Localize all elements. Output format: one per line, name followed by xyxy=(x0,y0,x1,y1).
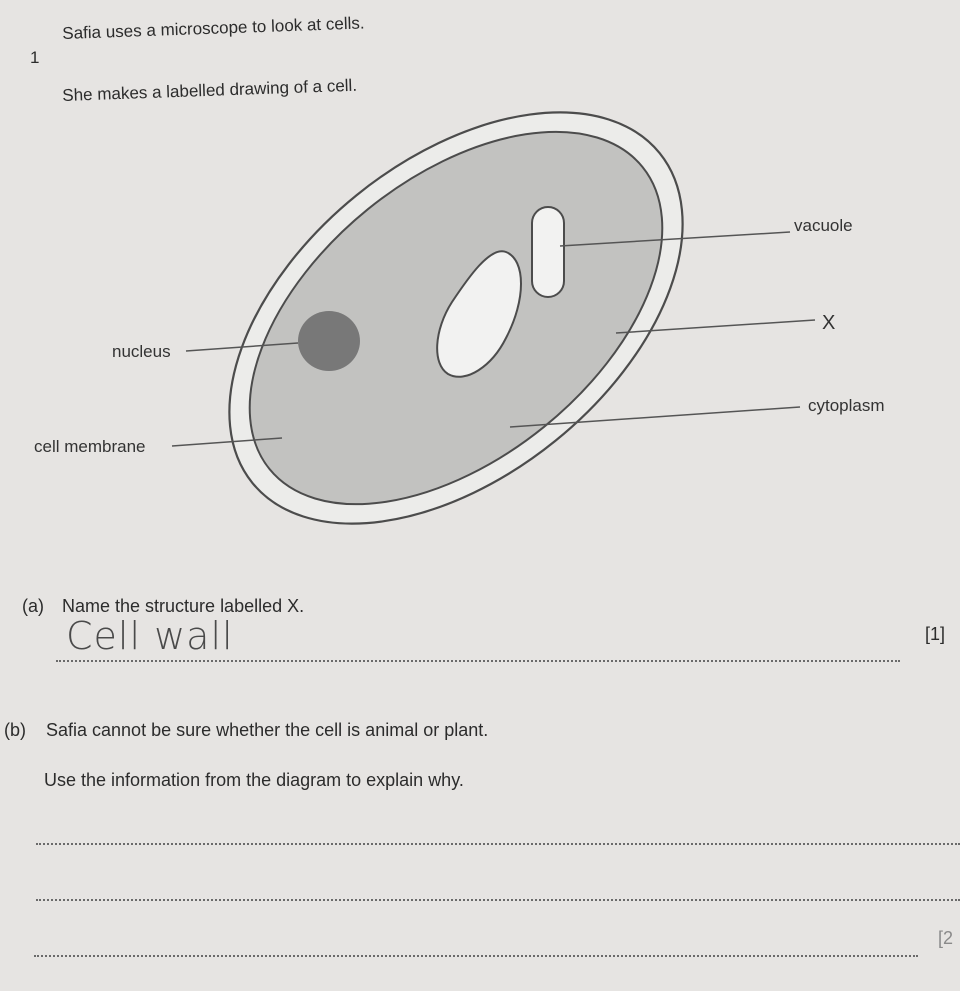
cytoplasm-label: cytoplasm xyxy=(808,396,885,415)
nucleus-label: nucleus xyxy=(112,342,171,361)
part-b-answer-line-3[interactable] xyxy=(34,955,918,957)
part-a-marks: [1] xyxy=(925,624,946,644)
cell-membrane-label: cell membrane xyxy=(34,437,146,456)
part-a-handwritten-answer: Cell wall xyxy=(66,614,234,658)
question-number: 1 xyxy=(30,48,40,67)
nucleus-shape xyxy=(298,311,360,371)
part-a-prompt: Name the structure labelled X. xyxy=(62,596,305,616)
vacuole-label: vacuole xyxy=(794,216,853,235)
part-b-answer-line-1[interactable] xyxy=(36,843,960,845)
vacuole-small-shape xyxy=(532,207,564,297)
part-b-answer-line-2[interactable] xyxy=(36,899,960,901)
part-a-label: (a) xyxy=(22,596,44,616)
part-b-marks: [2 xyxy=(938,928,954,948)
part-b-prompt-line2: Use the information from the diagram to explain why. xyxy=(44,770,464,790)
question-intro-line1: Safia uses a microscope to look at cells. xyxy=(62,13,365,43)
part-b-label: (b) xyxy=(4,720,26,740)
part-a-answer-line[interactable] xyxy=(56,660,900,662)
x-label: X xyxy=(822,312,836,334)
part-b-prompt-line1: Safia cannot be sure whether the cell is animal or plant. xyxy=(46,720,489,740)
question-intro-line2: She makes a labelled drawing of a cell. xyxy=(62,75,358,105)
